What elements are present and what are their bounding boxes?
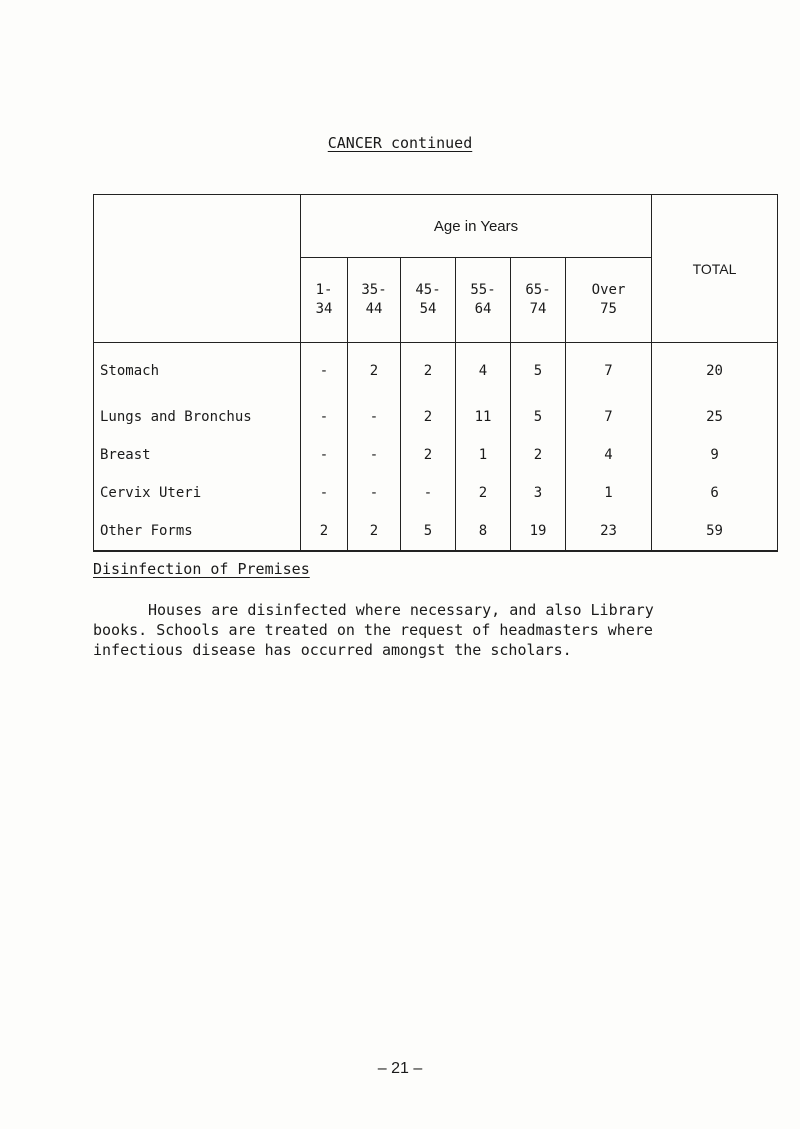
row-total: 20: [652, 343, 778, 399]
row-label: Breast: [94, 436, 301, 474]
table-cell: 4: [566, 436, 652, 474]
table-cell: -: [348, 474, 401, 512]
disinfection-heading: Disinfection of Premises: [93, 560, 310, 578]
row-total: 6: [652, 474, 778, 512]
table-cell: 19: [511, 512, 566, 551]
table-cell: 2: [456, 474, 511, 512]
table-cell: 1: [456, 436, 511, 474]
table-cell: 8: [456, 512, 511, 551]
table-row: [94, 398, 778, 436]
row-total: 25: [652, 398, 778, 436]
table-row: [94, 436, 778, 474]
table-cell: -: [401, 474, 456, 512]
table-row: [94, 343, 778, 399]
row-total: 9: [652, 436, 778, 474]
row-label: Other Forms: [94, 512, 301, 551]
table-cell: 7: [566, 343, 652, 399]
corner-cell-lower: [94, 258, 301, 343]
table-cell: -: [301, 474, 348, 512]
table-cell: 3: [511, 474, 566, 512]
age-group-header: 1- 34: [301, 258, 348, 343]
table-cell: 2: [348, 512, 401, 551]
age-group-header: 45- 54: [401, 258, 456, 343]
table-row: [94, 474, 778, 512]
age-group-header: Over 75: [566, 258, 652, 343]
page-title: CANCER continued: [327, 134, 473, 152]
table-cell: 2: [301, 512, 348, 551]
age-heading: Age in Years: [301, 195, 652, 258]
row-label: Cervix Uteri: [94, 474, 301, 512]
total-heading: TOTAL: [652, 195, 778, 343]
table-cell: 2: [348, 343, 401, 399]
page-number: – 21 –: [377, 1060, 423, 1077]
table-cell: 2: [401, 343, 456, 399]
table-cell: 2: [401, 436, 456, 474]
cancer-age-table: [93, 194, 778, 552]
age-group-header: 55- 64: [456, 258, 511, 343]
row-label: Lungs and Bronchus: [94, 398, 301, 436]
table-cell: 4: [456, 343, 511, 399]
disinfection-paragraph: Houses are disinfected where necessary, and also Library books. Schools are treated on the request of headmasters where infectious disease has occurred amongst the scholars.: [93, 601, 654, 659]
table-cell: 1: [566, 474, 652, 512]
corner-cell: [94, 195, 301, 258]
age-group-header: 65- 74: [511, 258, 566, 343]
table-cell: 2: [511, 436, 566, 474]
table-cell: -: [348, 398, 401, 436]
table-row: [94, 512, 778, 551]
table-cell: 11: [456, 398, 511, 436]
table-cell: 5: [511, 343, 566, 399]
table-cell: -: [348, 436, 401, 474]
row-total: 59: [652, 512, 778, 551]
table-cell: 2: [401, 398, 456, 436]
table-cell: -: [301, 343, 348, 399]
table-cell: -: [301, 436, 348, 474]
table-cell: 23: [566, 512, 652, 551]
table-cell: 7: [566, 398, 652, 436]
table-cell: 5: [401, 512, 456, 551]
row-label: Stomach: [94, 343, 301, 399]
age-group-header: 35- 44: [348, 258, 401, 343]
table-cell: 5: [511, 398, 566, 436]
table-cell: -: [301, 398, 348, 436]
